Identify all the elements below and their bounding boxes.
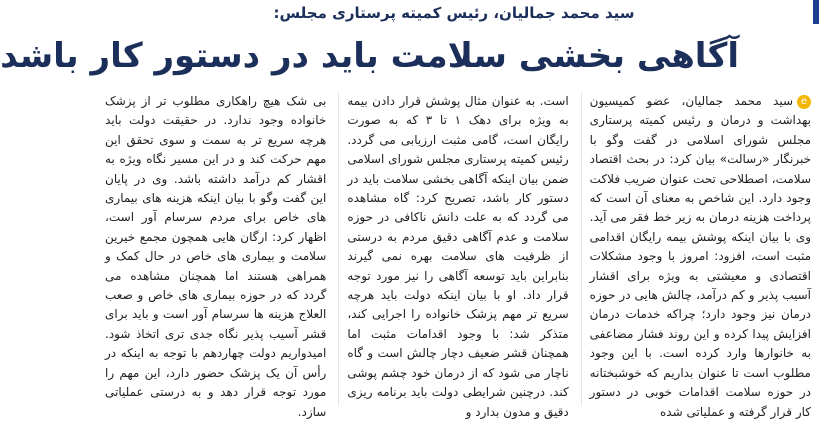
lead-bullet-icon: e (797, 95, 811, 109)
headline-bar (0, 26, 819, 88)
article-column-3 (97, 92, 327, 419)
column-text: است. به عنوان مثال پوشش قرار دادن بیمه به ویژه برای دهک ۱ تا ۳ که به صورت رایگان است، گامی مثبت ارزیابی می گردد. رئیس کمیته پرستاری مجلس شورای اسلامی ضمن بیان اینکه آگاهی بخشی سلامت باید در دستور کار باشد، تصریح کرد: گاه مشاهده می گردد که به علت دانش ناکافی در حوزه سلامت و عدم آگاهی دقیق مردم به درستی از ظرفیت های سلامت بهره نمی گیرند بنابراین باید توسعه آگاهی را نیز مورد توجه قرار داد. او با بیان اینکه دولت باید هرچه سریع تر مهم پزشک خانواده را اجرایی کند، متذکر شد: با وجود اقدامات مثبت اما همچنان قشر ضعیف دچار چالش است و گاه ناچار می شود که از درمان خود چشم پوشی کند. درچنین شرایطی دولت باید برنامه ریزی دقیق و مدون بدارد و (347, 94, 569, 419)
article-column-2 (338, 92, 569, 419)
column-text: سید محمد جمالیان، عضو کمیسیون بهداشت و درمان و رئیس کمیته پرستاری مجلس شورای اسلامی در گفت وگو با خبرنگار «رسالت» بیان کرد: در بحث اقتصاد سلامت، اصطلاحی تحت عنوان ضریب فلاکت وجود دارد. این شاخص به معنای آن است که پرداخت هزینه درمان به زیر خط فقر می آید. وی با بیان اینکه پوشش بیمه رایگان اقدامی مثبت است، افزود: امروز با وجود مشکلات اقتصادی و معیشتی به ویژه برای اقشار آسیب پذیر و کم درآمد، چالش هایی در حوزه درمان نیز وجود دارد؛ چراکه خدمات درمان افزایش پیدا کرده و این روند فشار مضاعفی به خانوارها وارد کرده است. با این وجود مطلوب است تا عنوان بداریم که خوشبختانه در حوزه سلامت اقدامات خوبی در دستور کار قرار گرفته و عملیاتی شده (589, 94, 811, 419)
article-body (97, 92, 811, 419)
article-headline: آگاهی بخشی سلامت باید در دستور کار باشد (0, 36, 739, 76)
article-column-1 (581, 92, 811, 419)
section-edge-marker (813, 0, 819, 24)
column-text: بی شک هیچ راهکاری مطلوب تر از پزشک خانواده وجود ندارد. در حقیقت دولت باید هرچه سریع تر به سمت و سوی تحقق این مهم حرکت کند و در این مسیر نگاه ویژه به اقشار کم درآمد داشته باشد. وی در پایان این گفت وگو با بیان اینکه هزینه های بیماری های خاص برای مردم سرسام آور است، اظهار کرد: ارگان هایی همچون مجمع خیرین سلامت و بیماری های خاص در حال کمک و همراهی هستند اما همچنان مشاهده می گردد که در حوزه بیماری های خاص و صعب العلاج هزینه ها سرسام آور است و باید برای قشر آسیب پذیر نگاه جدی تری اتخاذ شود. امیدواریم دولت چهاردهم با توجه به اینکه در رأس آن یک پزشک حضور دارد، این مهم را مورد توجه قرار دهد و به درستی عملیاتی سازد. (105, 94, 327, 419)
article-kicker: سید محمد جمالیان، رئیس کمیته پرستاری مجلس: (273, 4, 635, 22)
